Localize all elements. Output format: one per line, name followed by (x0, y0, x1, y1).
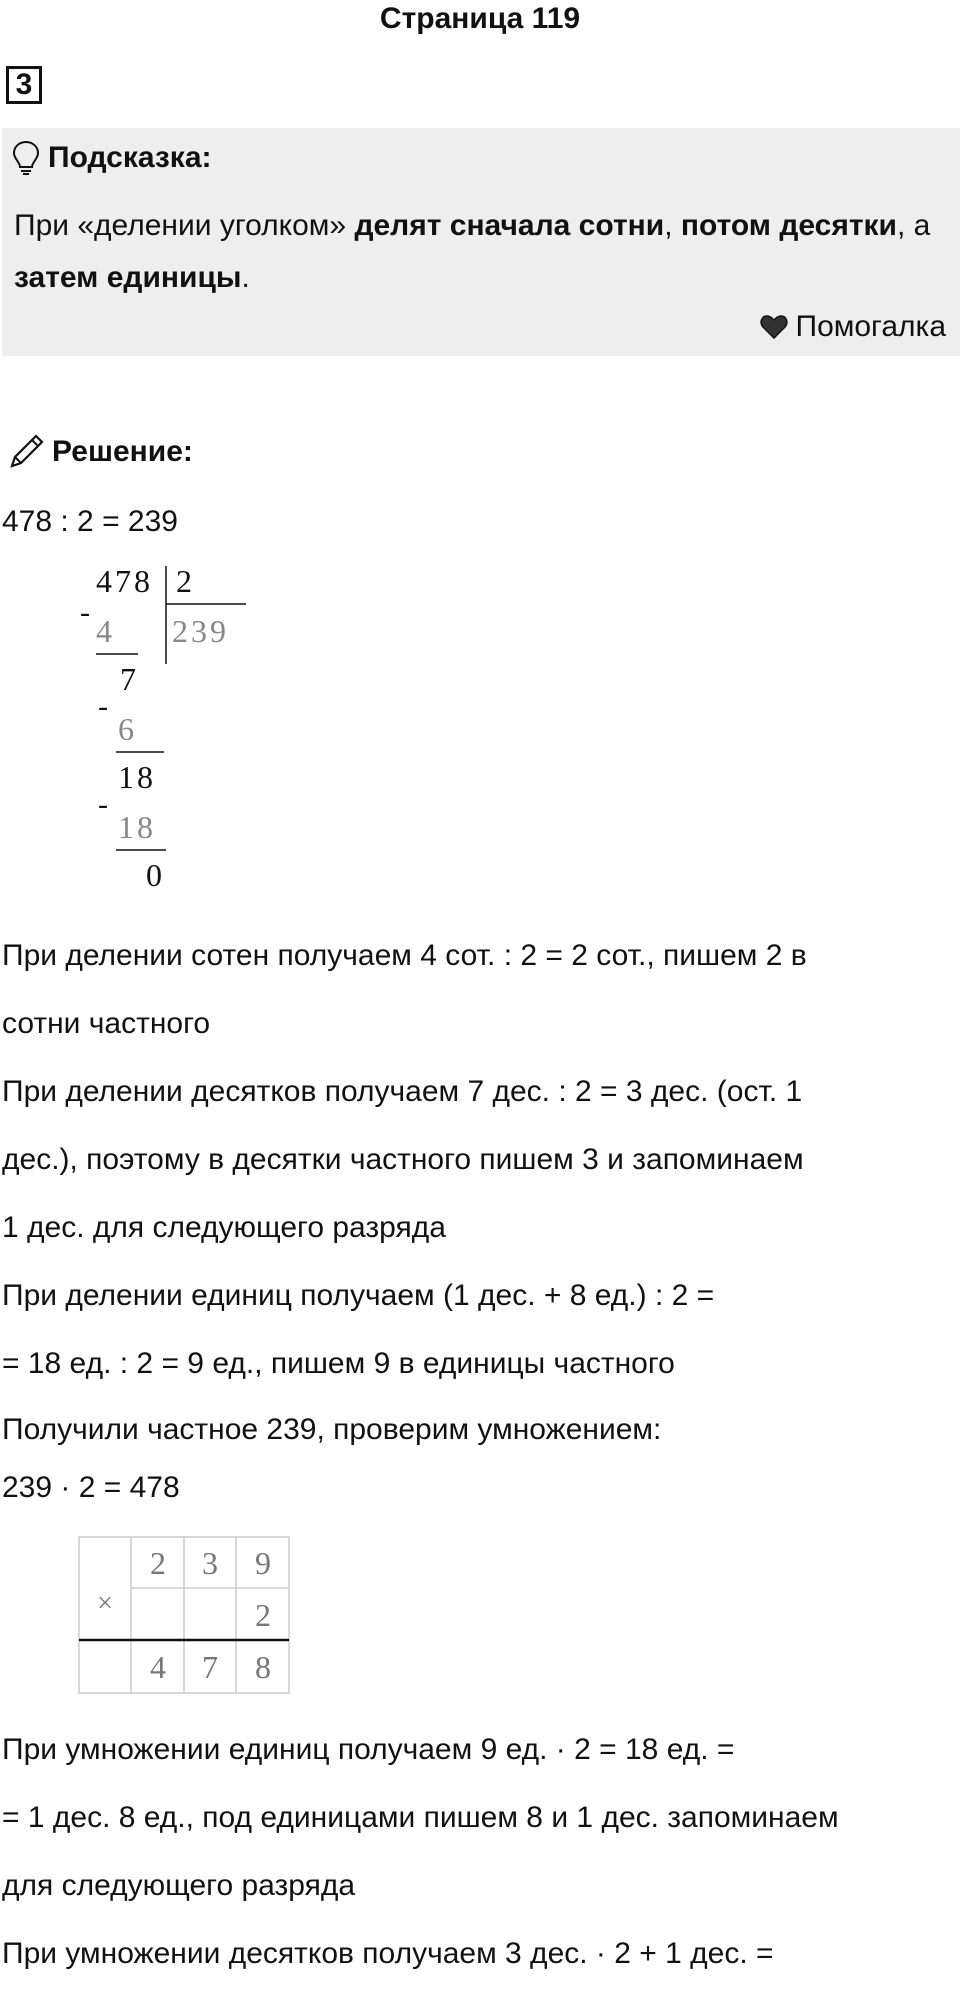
solution-line-2: сотни частного (2, 1007, 211, 1040)
divisor: 2 (176, 563, 192, 599)
multiplication-table (78, 1536, 298, 1702)
hint-text-part-6: . (241, 261, 250, 294)
solution-line-13: При умножении десятков получаем 3 дес. · 2 + 1 дес. = (2, 1937, 774, 1970)
hint-header (12, 140, 212, 176)
hint-text-part-0: При «делении уголком» (14, 209, 355, 242)
mult-row1-cell-2: 3 (202, 1545, 218, 1581)
hint-source-label: Помогалка (795, 310, 946, 343)
heart-icon (760, 315, 788, 339)
mult-result-cell-1: 4 (150, 1649, 166, 1685)
solution-line-5: 1 дес. для следующего разряда (2, 1211, 446, 1244)
subtrahend-1: 4 (96, 613, 112, 649)
hint-text-part-4: , а (897, 209, 931, 242)
hint-text (14, 200, 944, 304)
mult-result-cell-2: 7 (202, 1649, 218, 1685)
solution-line-4: дес.), поэтому в десятки частного пишем 3 и запоминаем (2, 1143, 804, 1176)
subtrahend-2: 6 (118, 711, 134, 747)
task-number: 3 (6, 66, 42, 104)
pencil-icon (6, 432, 46, 472)
lightbulb-icon (12, 140, 40, 176)
hint-source (760, 310, 947, 344)
solution-line-9: 239 · 2 = 478 (2, 1471, 180, 1504)
hint-text-part-1: делят сначала сотни (354, 209, 665, 242)
hint-heading: Подсказка: (48, 141, 212, 174)
solution-heading: Решение: (52, 435, 193, 468)
solution-line-7: = 18 ед. : 2 = 9 ед., пишем 9 в единицы частного (2, 1347, 675, 1380)
mult-row1-cell-3: 9 (255, 1545, 271, 1581)
solution-line-8: Получили частное 239, проверим умножением: (2, 1413, 662, 1446)
multiplication-sign: × (97, 1588, 113, 1619)
solution-line-3: При делении десятков получаем 7 дес. : 2 = 3 дес. (ост. 1 (2, 1075, 803, 1108)
solution-header (6, 432, 193, 472)
solution-line-11: = 1 дес. 8 ед., под единицами пишем 8 и 1 дес. запоминаем (2, 1801, 839, 1834)
mult-result-cell-3: 8 (255, 1649, 271, 1685)
equation: 478 : 2 = 239 (2, 505, 178, 538)
dividend: 478 (96, 563, 153, 599)
solution-line-10: При умножении единиц получаем 9 ед. · 2 = 18 ед. = (2, 1733, 735, 1766)
long-division (60, 560, 280, 910)
minus-sign-3: - (98, 788, 108, 821)
remainder-2: 18 (118, 759, 156, 795)
mult-row1-cell-1: 2 (150, 1545, 166, 1581)
remainder-3: 0 (146, 857, 162, 893)
minus-sign-2: - (98, 690, 108, 723)
solution-line-1: При делении сотен получаем 4 сот. : 2 = 2 сот., пишем 2 в (2, 939, 807, 972)
remainder-1: 7 (120, 661, 136, 697)
hint-text-part-2: , (664, 209, 681, 242)
subtrahend-3: 18 (118, 809, 156, 845)
hint-text-part-5: затем единицы (14, 261, 242, 294)
mult-row2-cell-3: 2 (255, 1597, 271, 1633)
quotient: 239 (172, 613, 229, 649)
minus-sign-1: - (80, 596, 90, 629)
solution-line-6: При делении единиц получаем (1 дес. + 8 ед.) : 2 = (2, 1279, 715, 1312)
solution-line-12: для следующего разряда (2, 1869, 356, 1902)
hint-text-part-3: потом десятки (680, 209, 897, 242)
page-title: Страница 119 (379, 2, 581, 35)
